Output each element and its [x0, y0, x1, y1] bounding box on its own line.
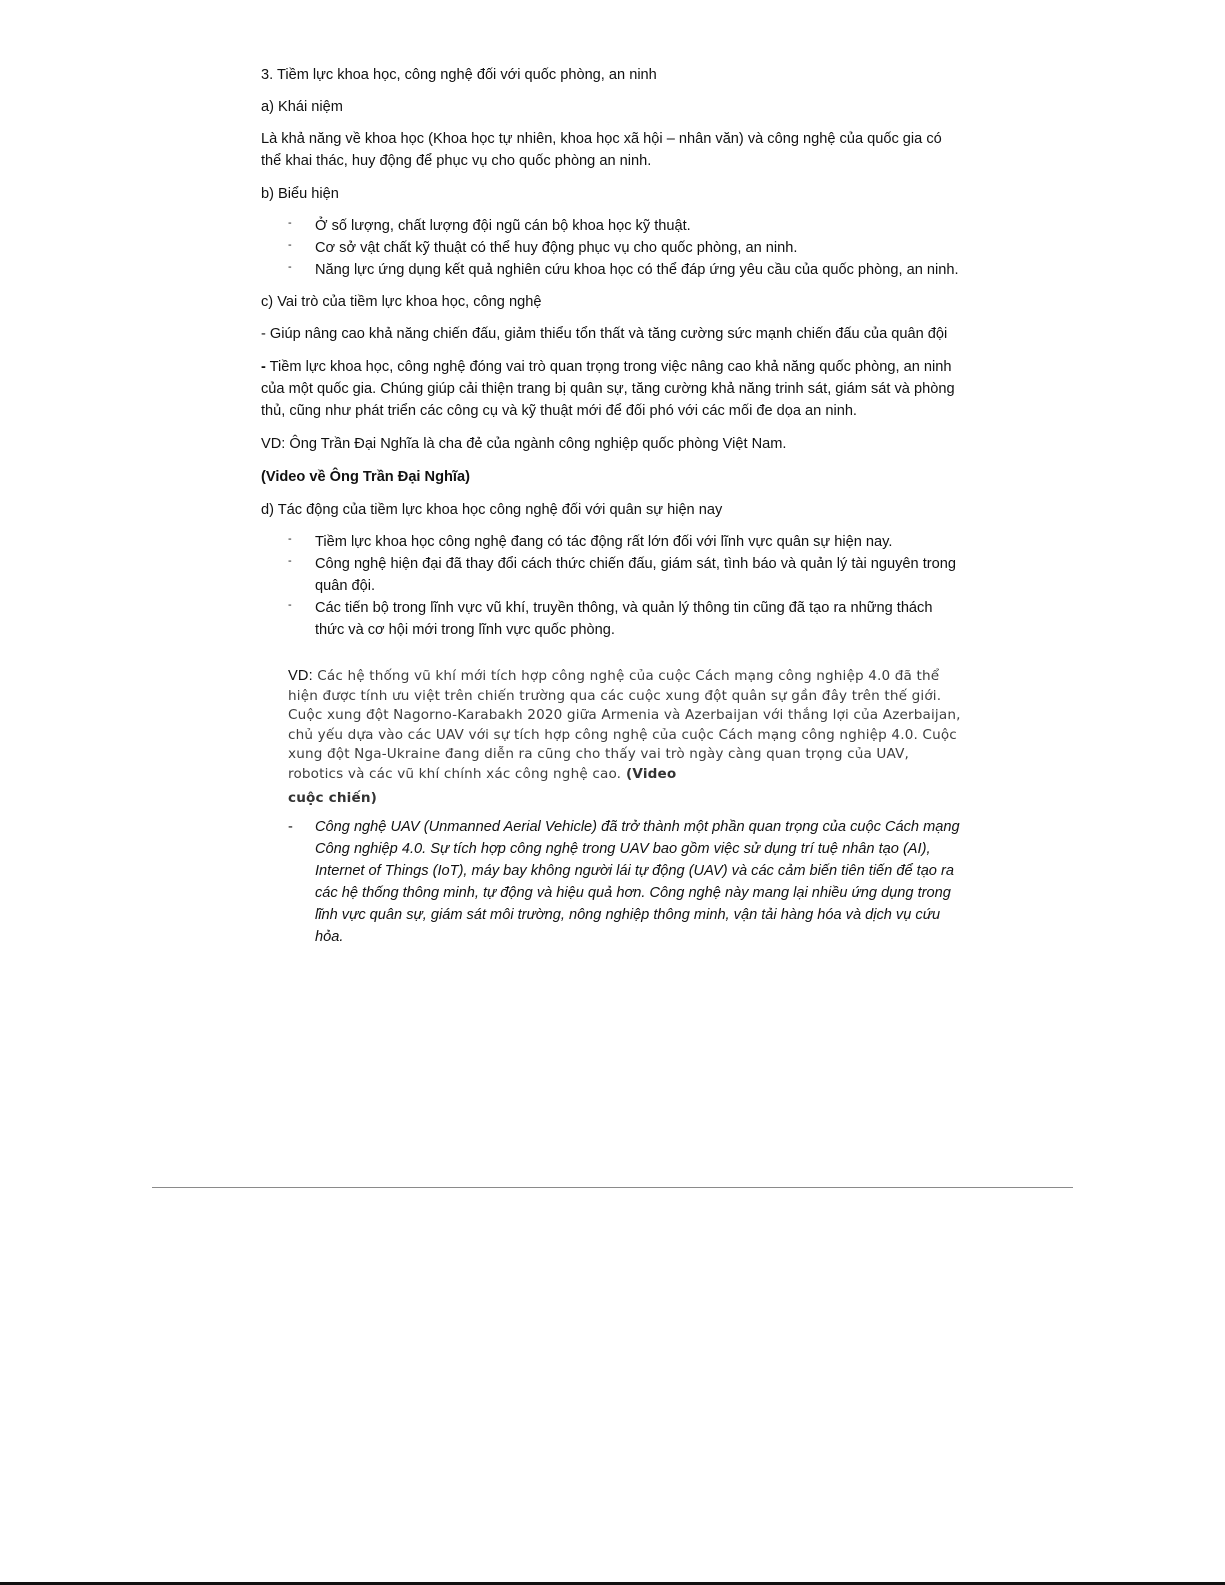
list-item [261, 553, 961, 597]
bold-dash: - [261, 359, 266, 375]
video-reference-war-a: (Video [621, 765, 677, 782]
paragraph-role-2 [261, 356, 961, 422]
list-item [261, 237, 961, 259]
list-item [261, 816, 961, 948]
video-reference-tran-dai-nghia: (Video về Ông Trần Đại Nghĩa) [261, 469, 470, 485]
dash-bullet: - [288, 533, 292, 545]
list-item-text: Ở số lượng, chất lượng đội ngũ cán bộ khoa học kỹ thuật. [315, 218, 691, 234]
vd-text: Các hệ thống vũ khí mới tích hợp công nghệ của cuộc Cách mạng công nghiệp 4.0 đã thể hiện được tính ưu việt trên chiến trường qua các cuộc xung đột quân sự gần đây trên thế giới. Cuộc xung đột Nagorno-Karabakh 2020 giữa Armenia và Azerbaijan với thắng lợi của Azerbaijan, chủ yếu dựa vào các UAV với sự tích hợp công nghệ của cuộc Cách mạng công nghiệp 4.0. Cuộc xung đột Nga-Ukraine đang diễn ra cũng cho thấy vai trò ngày càng quan trọng của UAV, robotics và các vũ khí chính xác công nghệ cao. [288, 668, 961, 782]
dash-bullet: - [288, 599, 292, 611]
video-reference-war-b: cuộc chiến) [288, 789, 378, 806]
list-manifestations [261, 215, 961, 281]
list-item-text: Công nghệ hiện đại đã thay đổi cách thức chiến đấu, giám sát, tình báo và quản lý tài nguyên trong quân đội. [315, 556, 956, 594]
list-impacts [261, 531, 961, 641]
page-content [261, 64, 961, 948]
heading-d: d) Tác động của tiềm lực khoa học công nghệ đối với quân sự hiện nay [261, 502, 723, 518]
page-divider [152, 1187, 1073, 1188]
list-item-text: Các tiến bộ trong lĩnh vực vũ khí, truyền thông, và quản lý thông tin cũng đã tạo ra những thách thức và cơ hội mới trong lĩnh vực quốc phòng. [315, 600, 933, 638]
dash-bullet: - [288, 819, 293, 836]
dash-bullet: - [288, 261, 292, 273]
uav-paragraph: Công nghệ UAV (Unmanned Aerial Vehicle) đã trở thành một phần quan trọng của cuộc Cách mạng Công nghiệp 4.0. Sự tích hợp công nghệ trong UAV bao gồm việc sử dụng trí tuệ nhân tạo (AI), Internet of Things (IoT), máy bay không người lái tự động (UAV) và các cảm biến tiên tiến để tạo ra các hệ thống thông minh, tự động và hiệu quả hơn. Công nghệ này mang lại nhiều ứng dụng trong lĩnh vực quân sự, giám sát môi trường, nông nghiệp thông minh, vận tải hàng hóa và dịch vụ cứu hỏa. [315, 819, 960, 946]
paragraph-role-1: - Giúp nâng cao khả năng chiến đấu, giảm thiểu tổn thất và tăng cường sức mạnh chiến đấu của quân đội [261, 326, 948, 342]
paragraph-definition: Là khả năng về khoa học (Khoa học tự nhiên, khoa học xã hội – nhân văn) và công nghệ của quốc gia có thể khai thác, huy động để phục vụ cho quốc phòng an ninh. [261, 131, 942, 169]
section-title: 3. Tiềm lực khoa học, công nghệ đối với quốc phòng, an ninh [261, 67, 657, 83]
heading-b: b) Biểu hiện [261, 186, 339, 202]
list-item-text: Tiềm lực khoa học công nghệ đang có tác động rất lớn đối với lĩnh vực quân sự hiện nay. [315, 534, 893, 550]
vd-label: VD: [288, 668, 313, 684]
list-item [261, 259, 961, 281]
dash-bullet: - [288, 217, 292, 229]
dash-bullet: - [288, 239, 292, 251]
list-item [261, 531, 961, 553]
dash-bullet: - [288, 555, 292, 567]
list-item-text: Năng lực ứng dụng kết quả nghiên cứu khoa học có thể đáp ứng yêu cầu của quốc phòng, an ninh. [315, 262, 959, 278]
list-item-text: Cơ sở vật chất kỹ thuật có thể huy động phục vụ cho quốc phòng, an ninh. [315, 240, 798, 256]
example-uav-block [288, 667, 961, 808]
paragraph-role-2-text: Tiềm lực khoa học, công nghệ đóng vai trò quan trọng trong việc nâng cao khả năng quốc phòng, an ninh của một quốc gia. Chúng giúp cải thiện trang bị quân sự, tăng cường khả năng trinh sát, giám sát và phòng thủ, cũng như phát triển các công cụ và kỹ thuật mới để đối phó với các mối đe dọa an ninh. [261, 359, 955, 419]
heading-c: c) Vai trò của tiềm lực khoa học, công nghệ [261, 294, 542, 310]
paragraph-example: VD: Ông Trần Đại Nghĩa là cha đẻ của ngành công nghiệp quốc phòng Việt Nam. [261, 436, 787, 452]
list-uav [261, 816, 961, 948]
heading-a: a) Khái niệm [261, 99, 343, 115]
list-item [261, 215, 961, 237]
list-item [261, 597, 961, 641]
